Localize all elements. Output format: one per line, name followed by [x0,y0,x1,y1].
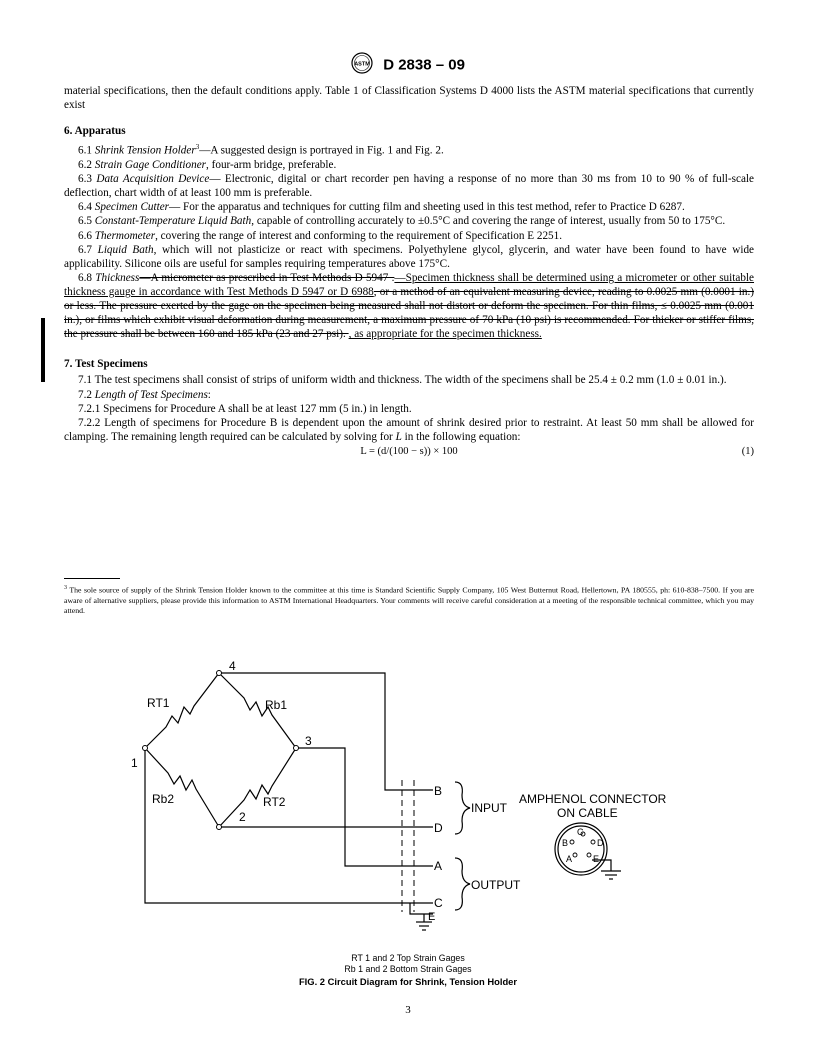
page-number: 3 [405,1004,411,1016]
label-connector-line2: ON CABLE [557,806,618,820]
footnote-mark: 3 [64,585,67,591]
label-rt2: RT2 [263,795,286,809]
conn-label-b: B [562,838,569,848]
output-brace [455,858,470,910]
label-pin-b: B [434,784,443,798]
figure-legend-line1: RT 1 and 2 Top Strain Gages [351,953,465,963]
equation-1 [64,445,754,460]
input-brace [455,782,470,834]
inserted-text: , as appropriate for the specimen thickness. [348,328,542,341]
conn-label-e: E [593,854,600,864]
paragraph-6-6: 6.6 Thermometer, covering the range of interest and conforming to the requirement of Specification E 2251. [78,229,563,242]
node-3-dot [294,746,299,751]
label-rb1: Rb1 [265,698,288,712]
cable-shield [402,780,414,912]
label-pin-e: E [428,911,436,923]
wire-node1-to-c [145,748,433,903]
label-pin-a: A [434,859,443,873]
circuit-diagram [120,650,720,955]
ground-symbol-connector [601,871,621,879]
rt1-resistor [145,673,219,748]
label-rt1: RT1 [147,696,170,710]
inserted-text: —Specimen thickness shall be determined using a micrometer or other suitable thickness gauge in accordance with Test Methods D 5947 [64,271,755,298]
node-2-dot [217,825,222,830]
rb2-resistor [145,748,219,827]
conn-label-d: D [597,838,604,848]
figure-caption: FIG. 2 Circuit Diagram for Shrink, Tension Holder [298,976,518,987]
paragraph-6-8: 6.8 Thickness—A micrometer as prescribed in Test Methods D 5947 .—Specimen thickness shall be determined using a micrometer or other suitable thickness gauge in accordance with Test Methods D 5947 or D 6988, or a method of an equivalent measuring device, reading to 0.0025 mm (0.0001 in.) or less. The pressure exerted by the gage on the specimen being measured shall not distort or deform the specimen. For thin films, ≤ 0.0025 mm (0.001 in.), or films which exhibit visual deformation during measurement, a maximum pressure of 70 kPa (10 psi) is recommended. For thicker or stiffer films, the pressure shall be between 160 and 185 kPa (23 and 27 psi). , as appropriate for the specimen thickness. [64,271,755,341]
conn-label-c: C [577,827,584,837]
astm-logo [351,52,373,78]
paragraph-7-1: 7.1 The test specimens shall consist of strips of uniform width and thickness. The width of the specimens shall be 25.4 ± 0.2 mm (1.0 ± 0.01 in.). [78,374,727,387]
standard-designation: D 2838 – 09 [383,56,465,74]
label-output: OUTPUT [471,878,521,892]
footnote-text: The sole source of supply of the Shrink Tension Holder known to the committee at this time is Standard Scientific Supply Company, 105 West Butternut Road, Hellertown, PA 180555, ph: 610-838–7500. If you are aware of alternative suppliers, please provide this information to ASTM International Headquarters. Your comments will receive careful consideration at a meeting of the responsible technical committee, which you may attend. [64,585,754,615]
page-header [0,52,816,78]
paragraph-6-2: 6.2 Strain Gage Conditioner, four-arm bridge, preferable. [78,159,337,172]
conn-label-a: A [566,854,573,864]
footnote-ref: 3 [195,143,200,152]
wire-node4-to-b [219,673,433,790]
paragraph-6-5: 6.5 Constant-Temperature Liquid Bath, capable of controlling accurately to ±0.5°C and covering the range of interest, usually from 50 to 175°C. [78,215,726,228]
paragraph-6-4: 6.4 Specimen Cutter— For the apparatus and techniques for cutting film and sheeting used in this test method, refer to Practice D 6287. [78,201,685,214]
equation-number: (1) [741,445,754,457]
label-pin-d: D [434,821,443,835]
paragraph-6-7: 6.7 Liquid Bath, which will not plasticize or react with specimens. Polyethylene glycol, glycerin, and water have been found to have wide applicability. Silicone oils are useful for samples requiring temperatures above 175°C. [64,243,754,270]
intro-paragraph: material specifications, then the default conditions apply. Table 1 of Classification Systems D 4000 lists the ASTM material specifications that currently exist [64,85,754,112]
footnote-rule [64,578,120,579]
paragraph-7-2-1: 7.2.1 Specimens for Procedure A shall be at least 127 mm (5 in.) in length. [78,402,412,415]
paragraph-7-2: 7.2 Length of Test Specimens: [78,388,211,401]
label-node1: 1 [131,756,138,770]
equation-text: L = (d/(100 − s)) × 100 [360,445,458,457]
footnote [64,583,754,616]
rt2-resistor [219,748,296,827]
label-node3: 3 [305,734,312,748]
main-text [64,84,754,460]
label-input: INPUT [471,801,507,815]
deleted-text: —A micrometer as prescribed in Test Methods D 5947 . [139,271,395,284]
wire-node3-to-a [296,748,433,866]
label-node4: 4 [229,659,236,673]
label-rb2: Rb2 [152,792,175,806]
section-6-heading: 6. Apparatus [64,125,126,138]
node-4-dot [217,671,222,676]
deleted-text: , or a method of an equivalent measuring device, reading to 0.0025 mm (0.0001 in.) or less. The pressure exerted by the gage on the specimen being measured shall not distort or deform the specimen. For thin films, ≤ 0.0025 mm (0.001 in.), or films which exhibit visual deformation during measurement, a maximum pressure of 70 kPa (10 psi) is recommended. For thicker or stiffer films, the pressure shall be between 160 and 185 kPa (23 and 27 psi). [64,285,754,341]
paragraph-6-3: 6.3 Data Acquisition Device— Electronic, digital or chart recorder pen having a response of no more than 30 ms from 10 to 90 % of full-scale deflection, chart width of at least 100 mm is preferable. [64,173,754,200]
section-7-heading: 7. Test Specimens [64,358,148,371]
paragraph-7-2-2: 7.2.2 Length of specimens for Procedure B is dependent upon the amount of shrink desired prior to restraint. At least 50 mm shall be allowed for clamping. The remaining length required can be calculated by solving for L in the following equation: [64,416,754,443]
paragraph-6-1: 6.1 Shrink Tension Holder$^3$—A suggested design is portrayed in Fig. 1 and Fig. 2. [78,143,444,158]
label-connector-line1: AMPHENOL CONNECTOR [519,792,667,806]
label-node2: 2 [239,810,246,824]
node-1-dot [143,746,148,751]
figure-legend-line2: Rb 1 and 2 Bottom Strain Gages [344,964,472,974]
label-pin-c: C [434,896,443,910]
svg-text:ASTM: ASTM [354,61,370,68]
revision-change-bar [41,318,45,382]
